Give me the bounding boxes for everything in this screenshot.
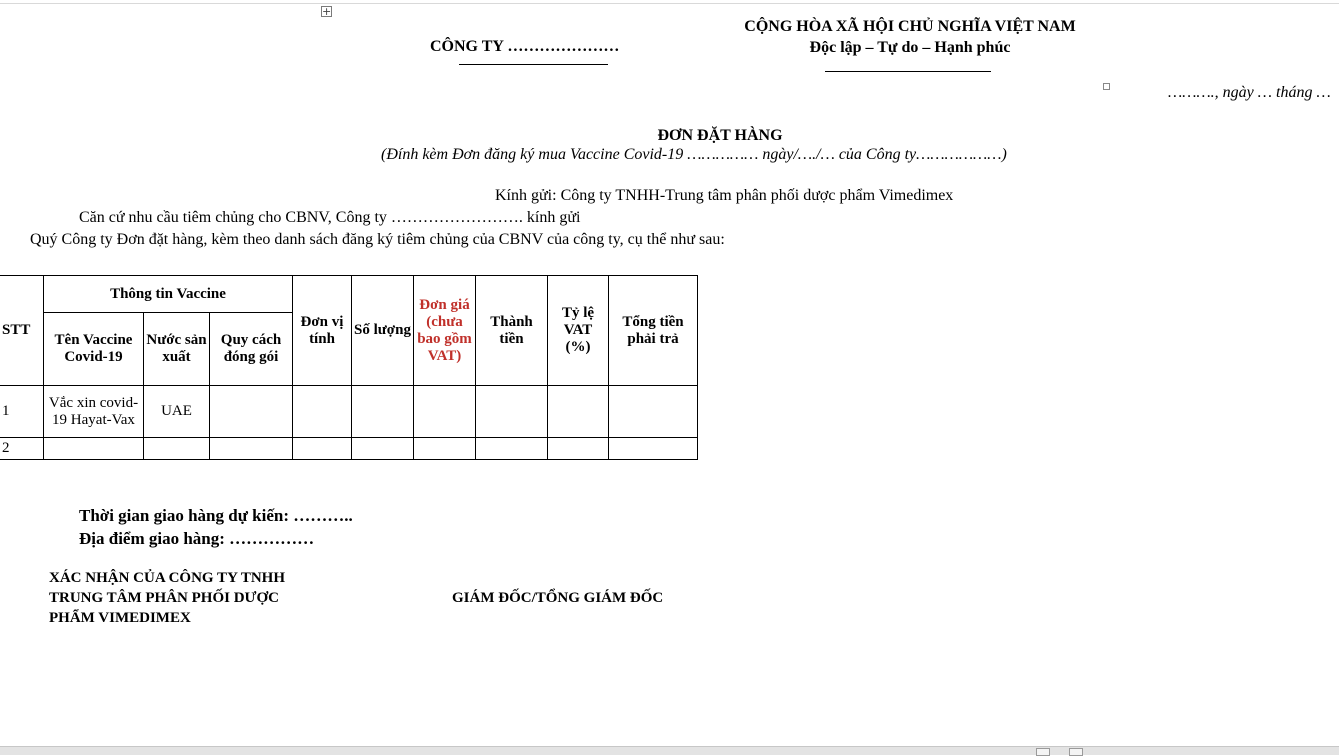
document-title: ĐƠN ĐẶT HÀNG [657,127,783,144]
header-quantity: Số lượng [352,276,414,386]
table-move-handle-icon[interactable]: + [322,5,332,18]
cell-stt: 2 [0,438,44,460]
cell-packing [210,438,293,460]
order-table [0,275,698,460]
confirm-label-line-3: PHẨM VIMEDIMEX [49,610,191,626]
cell-country [144,438,210,460]
header-total: Tổng tiền phải trả [609,276,698,386]
cell-amount [476,438,548,460]
motto-underline [825,71,991,72]
header-vaccine-info: Thông tin Vaccine [44,276,293,313]
cell-unit-price [414,438,476,460]
company-underline [459,64,608,65]
cell-vat [548,438,609,460]
cell-quantity [352,386,414,438]
header-unit: Đơn vị tính [293,276,352,386]
header-vaccine-name: Tên Vaccine Covid-19 [44,313,144,386]
table-row [0,438,698,460]
confirm-label-line-2: TRUNG TÂM PHÂN PHỐI DƯỢC [49,590,279,606]
confirm-label-line-1: XÁC NHẬN CỦA CÔNG TY TNHH [49,570,285,586]
cell-unit [293,386,352,438]
delivery-time: Thời gian giao hàng dự kiến: ……….. [79,506,353,525]
page-top-border [0,3,1339,4]
document-subtitle: (Đính kèm Đơn đăng ký mua Vaccine Covid-19 …………… ngày/…./… của Công ty………………) [381,146,1007,163]
republic-title: CỘNG HÒA XÃ HỘI CHỦ NGHĨA VIỆT NAM [744,18,1076,35]
national-motto: Độc lập – Tự do – Hạnh phúc [809,39,1011,56]
anchor-marker-icon [1103,83,1110,90]
cell-vaccine-name [44,438,144,460]
header-amount: Thành tiền [476,276,548,386]
cell-unit-price [414,386,476,438]
cell-vaccine-name: Vắc xin covid-19 Hayat-Vax [44,386,144,438]
cell-total [609,438,698,460]
body-line-1: Căn cứ nhu cầu tiêm chủng cho CBNV, Công ty ……………………. kính gửi [79,209,581,226]
body-line-2: Quý Công ty Đơn đặt hàng, kèm theo danh sách đăng ký tiêm chủng của CBNV của công ty, cụ thể như sau: [30,231,725,248]
cell-unit [293,438,352,460]
delivery-place: Địa điểm giao hàng: …………… [79,529,315,548]
cell-vat [548,386,609,438]
company-label: CÔNG TY ………………… [430,38,620,55]
cell-amount [476,386,548,438]
header-unit-price: Đơn giá (chưa bao gồm VAT) [414,276,476,386]
table-row [0,386,698,438]
layout-mode-button[interactable] [1069,748,1083,756]
cell-total [609,386,698,438]
view-mode-button[interactable] [1036,748,1050,756]
cell-quantity [352,438,414,460]
date-line: ………., ngày … tháng … [1168,84,1331,101]
header-vat: Tỷ lệ VAT (%) [548,276,609,386]
header-country: Nước sản xuất [144,313,210,386]
recipient-line: Kính gửi: Công ty TNHH-Trung tâm phân phối dược phẩm Vimedimex [495,187,954,204]
header-packing: Quy cách đóng gói [210,313,293,386]
cell-country: UAE [144,386,210,438]
director-label: GIÁM ĐỐC/TỔNG GIÁM ĐỐC [452,590,664,606]
header-stt: STT [0,276,44,386]
cell-stt: 1 [0,386,44,438]
cell-packing [210,386,293,438]
